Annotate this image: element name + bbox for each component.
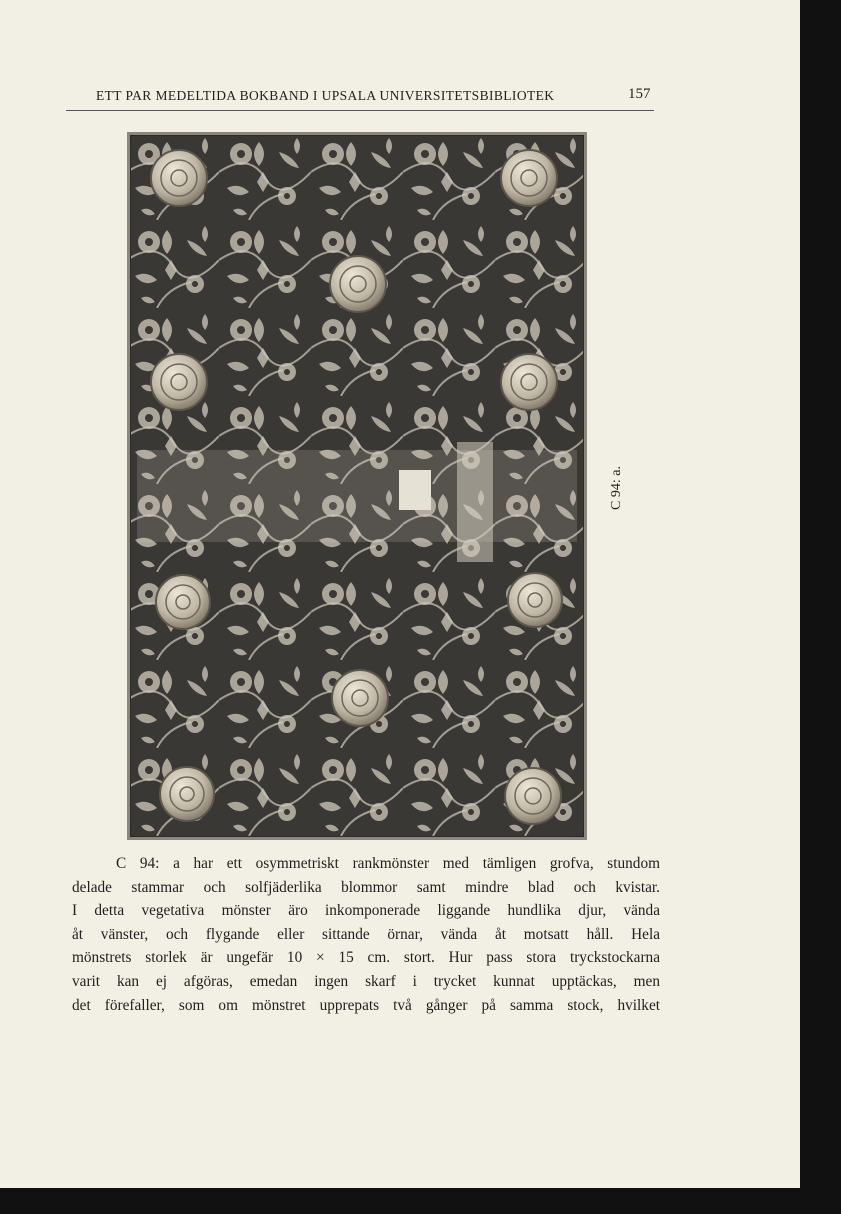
body-line: åt vänster, och flygande eller sittande örnar, vända åt motsatt håll. Hela	[72, 925, 660, 943]
binding-pattern-illustration	[127, 132, 587, 840]
body-paragraph	[72, 852, 660, 1017]
running-title: ETT PAR MEDELTIDA BOKBAND I UPSALA UNIVERSITETSBIBLIOTEK	[96, 88, 555, 103]
body-line: det förefaller, som om mönstret upprepats två gånger på samma stock, hvilket	[72, 996, 660, 1014]
body-line: I detta vegetativa mönster äro inkomponerade liggande hundlika djur, vända	[72, 902, 660, 920]
body-line: C 94: a har ett osymmetriskt rankmönster med tämligen grofva, stundom	[116, 855, 660, 872]
body-line: delade stammar och solfjäderlika blommor samt mindre blad och kvistar.	[72, 878, 660, 896]
body-line: varit kan ej afgöras, emedan ingen skarf i trycket kunnat upptäckas, men	[72, 972, 660, 990]
plate-label-text: C 94: a.	[609, 466, 625, 510]
body-line: mönstrets storlek är ungefär 10 × 15 cm. stort. Hur pass stora tryckstockarna	[72, 949, 660, 967]
plate-label	[606, 458, 628, 518]
page-number: 157	[628, 86, 651, 102]
header-rule	[66, 110, 654, 111]
book-binding-photograph	[127, 132, 587, 840]
